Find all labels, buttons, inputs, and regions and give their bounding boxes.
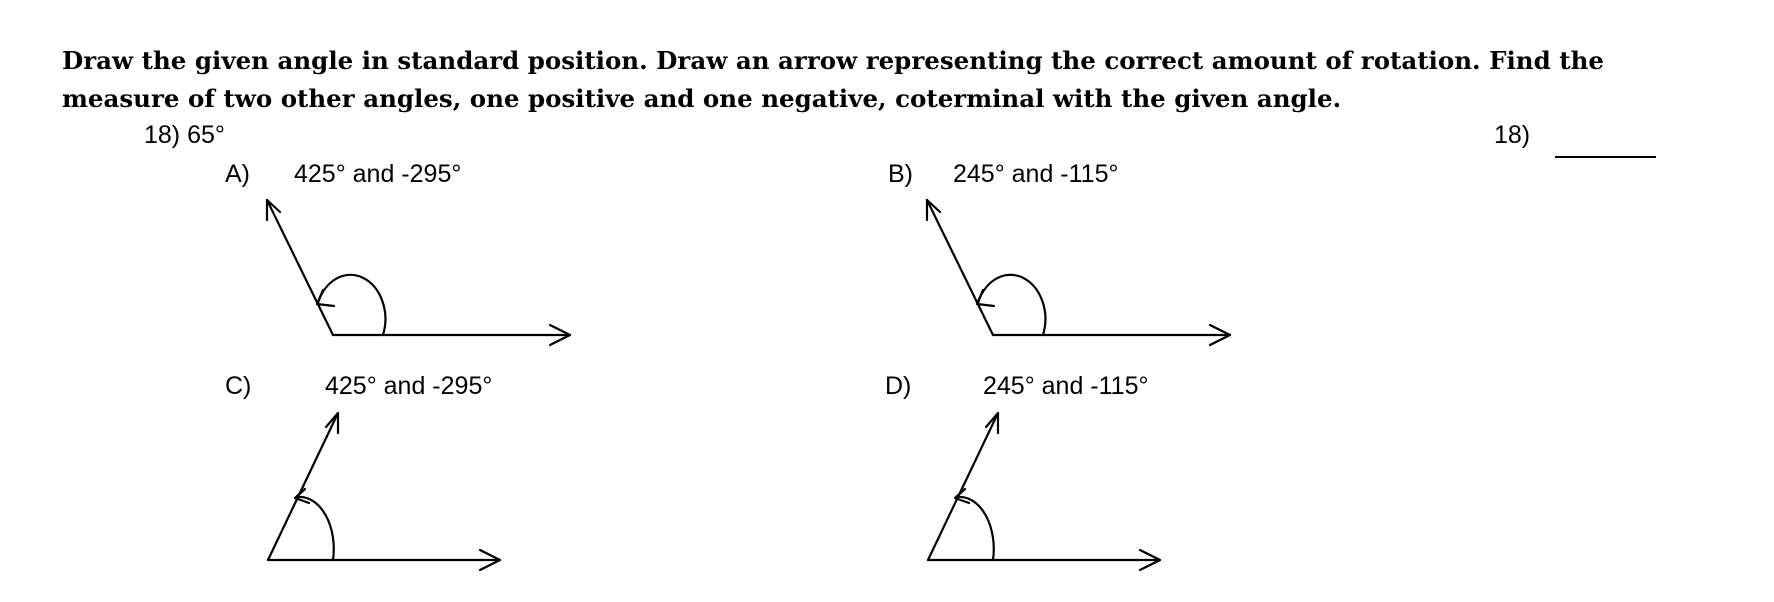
- terminal-side: [928, 413, 998, 560]
- rotation-arrowhead: [977, 290, 994, 306]
- choice-d-text[interactable]: 245° and -115°: [983, 372, 1149, 400]
- question-number: 18) 65°: [144, 121, 225, 149]
- terminal-side-arrowhead: [267, 200, 280, 220]
- choice-d-angle-figure: [910, 405, 1180, 565]
- choice-a-letter[interactable]: A): [225, 160, 250, 188]
- terminal-side: [927, 200, 993, 335]
- instructions: Draw the given angle in standard position. Draw an arrow representing the correct amount of rotation. Find the measure of two other angles, one positive and one negative, coterminal with the given angle.: [62, 46, 1604, 113]
- rotation-arrowhead: [317, 290, 334, 306]
- choice-c-letter[interactable]: C): [225, 372, 252, 400]
- answer-blank[interactable]: [1555, 156, 1656, 158]
- choice-b-letter[interactable]: B): [888, 160, 913, 188]
- choice-b-text[interactable]: 245° and -115°: [953, 160, 1119, 188]
- choice-a-angle-figure: [250, 190, 580, 350]
- choice-a-text[interactable]: 425° and -295°: [294, 160, 462, 188]
- choice-b-angle-figure: [910, 190, 1240, 350]
- choice-c-text[interactable]: 425° and -295°: [325, 372, 493, 400]
- answer-number: 18): [1494, 121, 1531, 149]
- choice-c-angle-figure: [250, 405, 520, 565]
- rotation-arc: [958, 497, 994, 560]
- terminal-side: [268, 413, 338, 560]
- choice-d-letter[interactable]: D): [885, 372, 912, 400]
- terminal-side-arrowhead: [326, 413, 338, 433]
- rotation-arc: [298, 497, 334, 560]
- terminal-side: [267, 200, 333, 335]
- terminal-side-arrowhead: [986, 413, 998, 433]
- terminal-side-arrowhead: [927, 200, 940, 220]
